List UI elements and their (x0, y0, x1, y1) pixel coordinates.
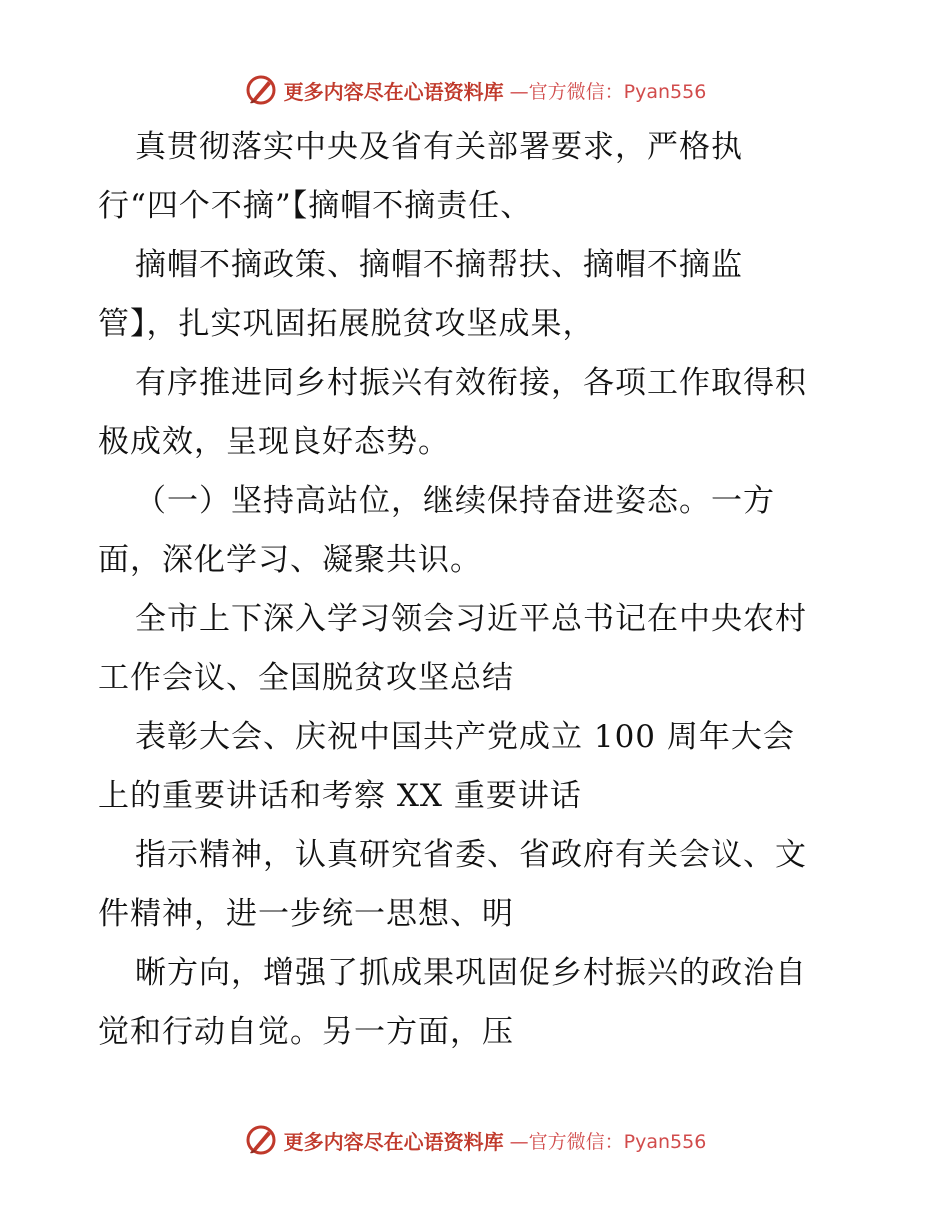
text-line: 极成效，呈现良好态势。 (98, 424, 450, 460)
text-line: 工作会议、全国脱贫攻坚总结 (98, 660, 514, 696)
text-line: 全市上下深入学习领会习近平总书记在中央农村 (135, 601, 807, 637)
text-line: 管】，扎实巩固拓展脱贫攻坚成果， (98, 306, 595, 342)
text-line: 晰方向，增强了抓成果巩固促乡村振兴的政治自 (135, 955, 807, 991)
brush-logo-icon (244, 1123, 278, 1157)
watermark-sub-text: —官方微信：Pyan556 (509, 1130, 707, 1153)
watermark-sub-text: —官方微信：Pyan556 (509, 80, 707, 103)
watermark-header (0, 70, 950, 110)
text-line: 觉和行动自觉。另一方面，压 (98, 1014, 514, 1050)
brush-logo-icon (244, 73, 278, 107)
watermark-footer (0, 1120, 950, 1160)
text-line: 行“四个不摘”【摘帽不摘责任、 (98, 188, 533, 224)
text-line: 真贯彻落实中央及省有关部署要求，严格执 (135, 129, 743, 165)
text-line: 面，深化学习、凝聚共识。 (98, 542, 482, 578)
text-line: 件精神，进一步统一思想、明 (98, 896, 514, 932)
text-line: （一）坚持高站位，继续保持奋进姿态。一方 (135, 483, 775, 519)
text-line: 上的重要讲话和考察 XX 重要讲话 (98, 778, 582, 814)
text-line: 表彰大会、庆祝中国共产党成立 100 周年大会 (135, 719, 795, 755)
text-line: 指示精神，认真研究省委、省政府有关会议、文 (135, 837, 807, 873)
document-body (98, 118, 858, 1062)
watermark-main-text: 更多内容尽在心语资料库 (283, 1129, 504, 1154)
text-line: 有序推进同乡村振兴有效衔接，各项工作取得积 (135, 365, 807, 401)
watermark-main-text: 更多内容尽在心语资料库 (283, 79, 504, 104)
text-line: 摘帽不摘政策、摘帽不摘帮扶、摘帽不摘监 (135, 247, 743, 283)
